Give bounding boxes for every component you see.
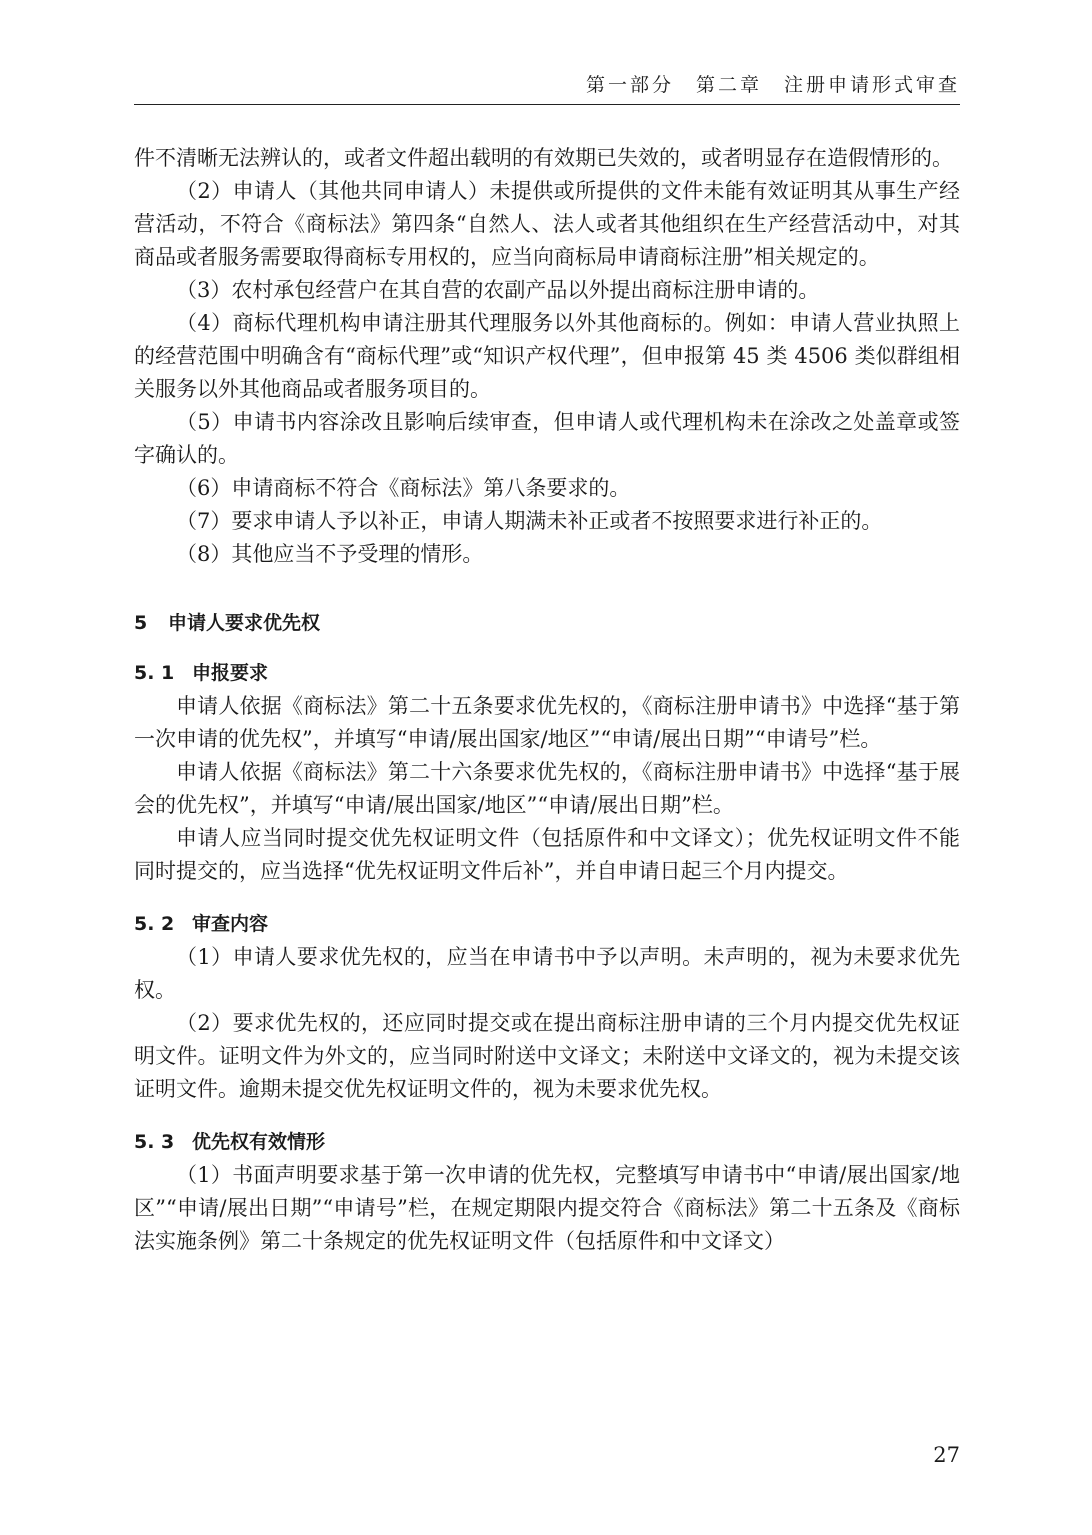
section-heading-5 (134, 607, 960, 640)
section-title: 优先权有效情形 (192, 1131, 326, 1153)
paragraph: （1）申请人要求优先权的，应当在申请书中予以声明。未声明的，视为未要求优先权。 (134, 945, 960, 1002)
paragraph: 申请人依据《商标法》第二十六条要求优先权的，《商标注册申请书》中选择“基于展会的优先权”，并填写“申请/展出国家/地区”“申请/展出日期”栏。 (134, 760, 960, 817)
paragraph: （5）申请书内容涂改且影响后续审查，但申请人或代理机构未在涂改之处盖章或签字确认的。 (134, 410, 960, 467)
section-title: 申报要求 (192, 662, 269, 684)
section-heading-5-1 (134, 657, 960, 690)
paragraph: （8）其他应当不予受理的情形。 (176, 542, 484, 566)
paragraph: （1）书面声明要求基于第一次申请的优先权，完整填写申请书中“申请/展出国家/地区”“申请/展出日期”“申请号”栏，在规定期限内提交符合《商标法》第二十五条及《商标法实施条例》第二十条规定的优先权证明文件（包括原件和中文译文） (134, 1163, 960, 1253)
paragraph: （2）要求优先权的，还应同时提交或在提出商标注册申请的三个月内提交优先权证明文件。证明文件为外文的，应当同时附送中文译文；未附送中文译文的，视为未提交该证明文件。逾期未提交优先权证明文件的，视为未要求优先权。 (134, 1011, 960, 1101)
header-part: 第一部分 (585, 74, 674, 96)
section-number: 5. 1 (134, 662, 175, 684)
paragraph: 申请人依据《商标法》第二十五条要求优先权的，《商标注册申请书》中选择“基于第一次申请的优先权”，并填写“申请/展出国家/地区”“申请/展出日期”“申请号”栏。 (134, 694, 960, 751)
section-heading-5-3 (134, 1126, 960, 1159)
section-title: 申请人要求优先权 (168, 612, 321, 634)
paragraph: 申请人应当同时提交优先权证明文件（包括原件和中文译文）；优先权证明文件不能同时提交的，应当选择“优先权证明文件后补”，并自申请日起三个月内提交。 (134, 826, 960, 883)
paragraph: （2）申请人（其他共同申请人）未提供或所提供的文件未能有效证明其从事生产经营活动，不符合《商标法》第四条“自然人、法人或者其他组织在生产经营活动中，对其商品或者服务需要取得商标专用权的，应当向商标局申请商标注册”相关规定的。 (134, 179, 960, 269)
paragraph: 件不清晰无法辨认的，或者文件超出载明的有效期已失效的，或者明显存在造假情形的。 (134, 146, 953, 170)
section-heading-5-2 (134, 908, 960, 941)
header-chapter: 第二章 (695, 74, 762, 96)
body-text (134, 142, 960, 1258)
section-number: 5. 3 (134, 1131, 175, 1153)
header-title: 注册申请形式审查 (783, 74, 960, 96)
paragraph: （4）商标代理机构申请注册其代理服务以外其他商标的。例如：申请人营业执照上的经营范围中明确含有“商标代理”或“知识产权代理”，但申报第 45 类 4506 类似群组相关服务以外其他商品或者服务项目的。 (134, 311, 960, 401)
header-rule (134, 104, 960, 105)
page-number: 27 (933, 1443, 960, 1467)
section-title: 审查内容 (192, 913, 269, 935)
section-number: 5 (134, 612, 148, 634)
running-header (134, 70, 960, 100)
section-number: 5. 2 (134, 913, 175, 935)
paragraph: （3）农村承包经营户在其自营的农副产品以外提出商标注册申请的。 (176, 278, 820, 302)
paragraph: （7）要求申请人予以补正，申请人期满未补正或者不按照要求进行补正的。 (176, 509, 883, 533)
paragraph: （6）申请商标不符合《商标法》第八条要求的。 (176, 476, 631, 500)
